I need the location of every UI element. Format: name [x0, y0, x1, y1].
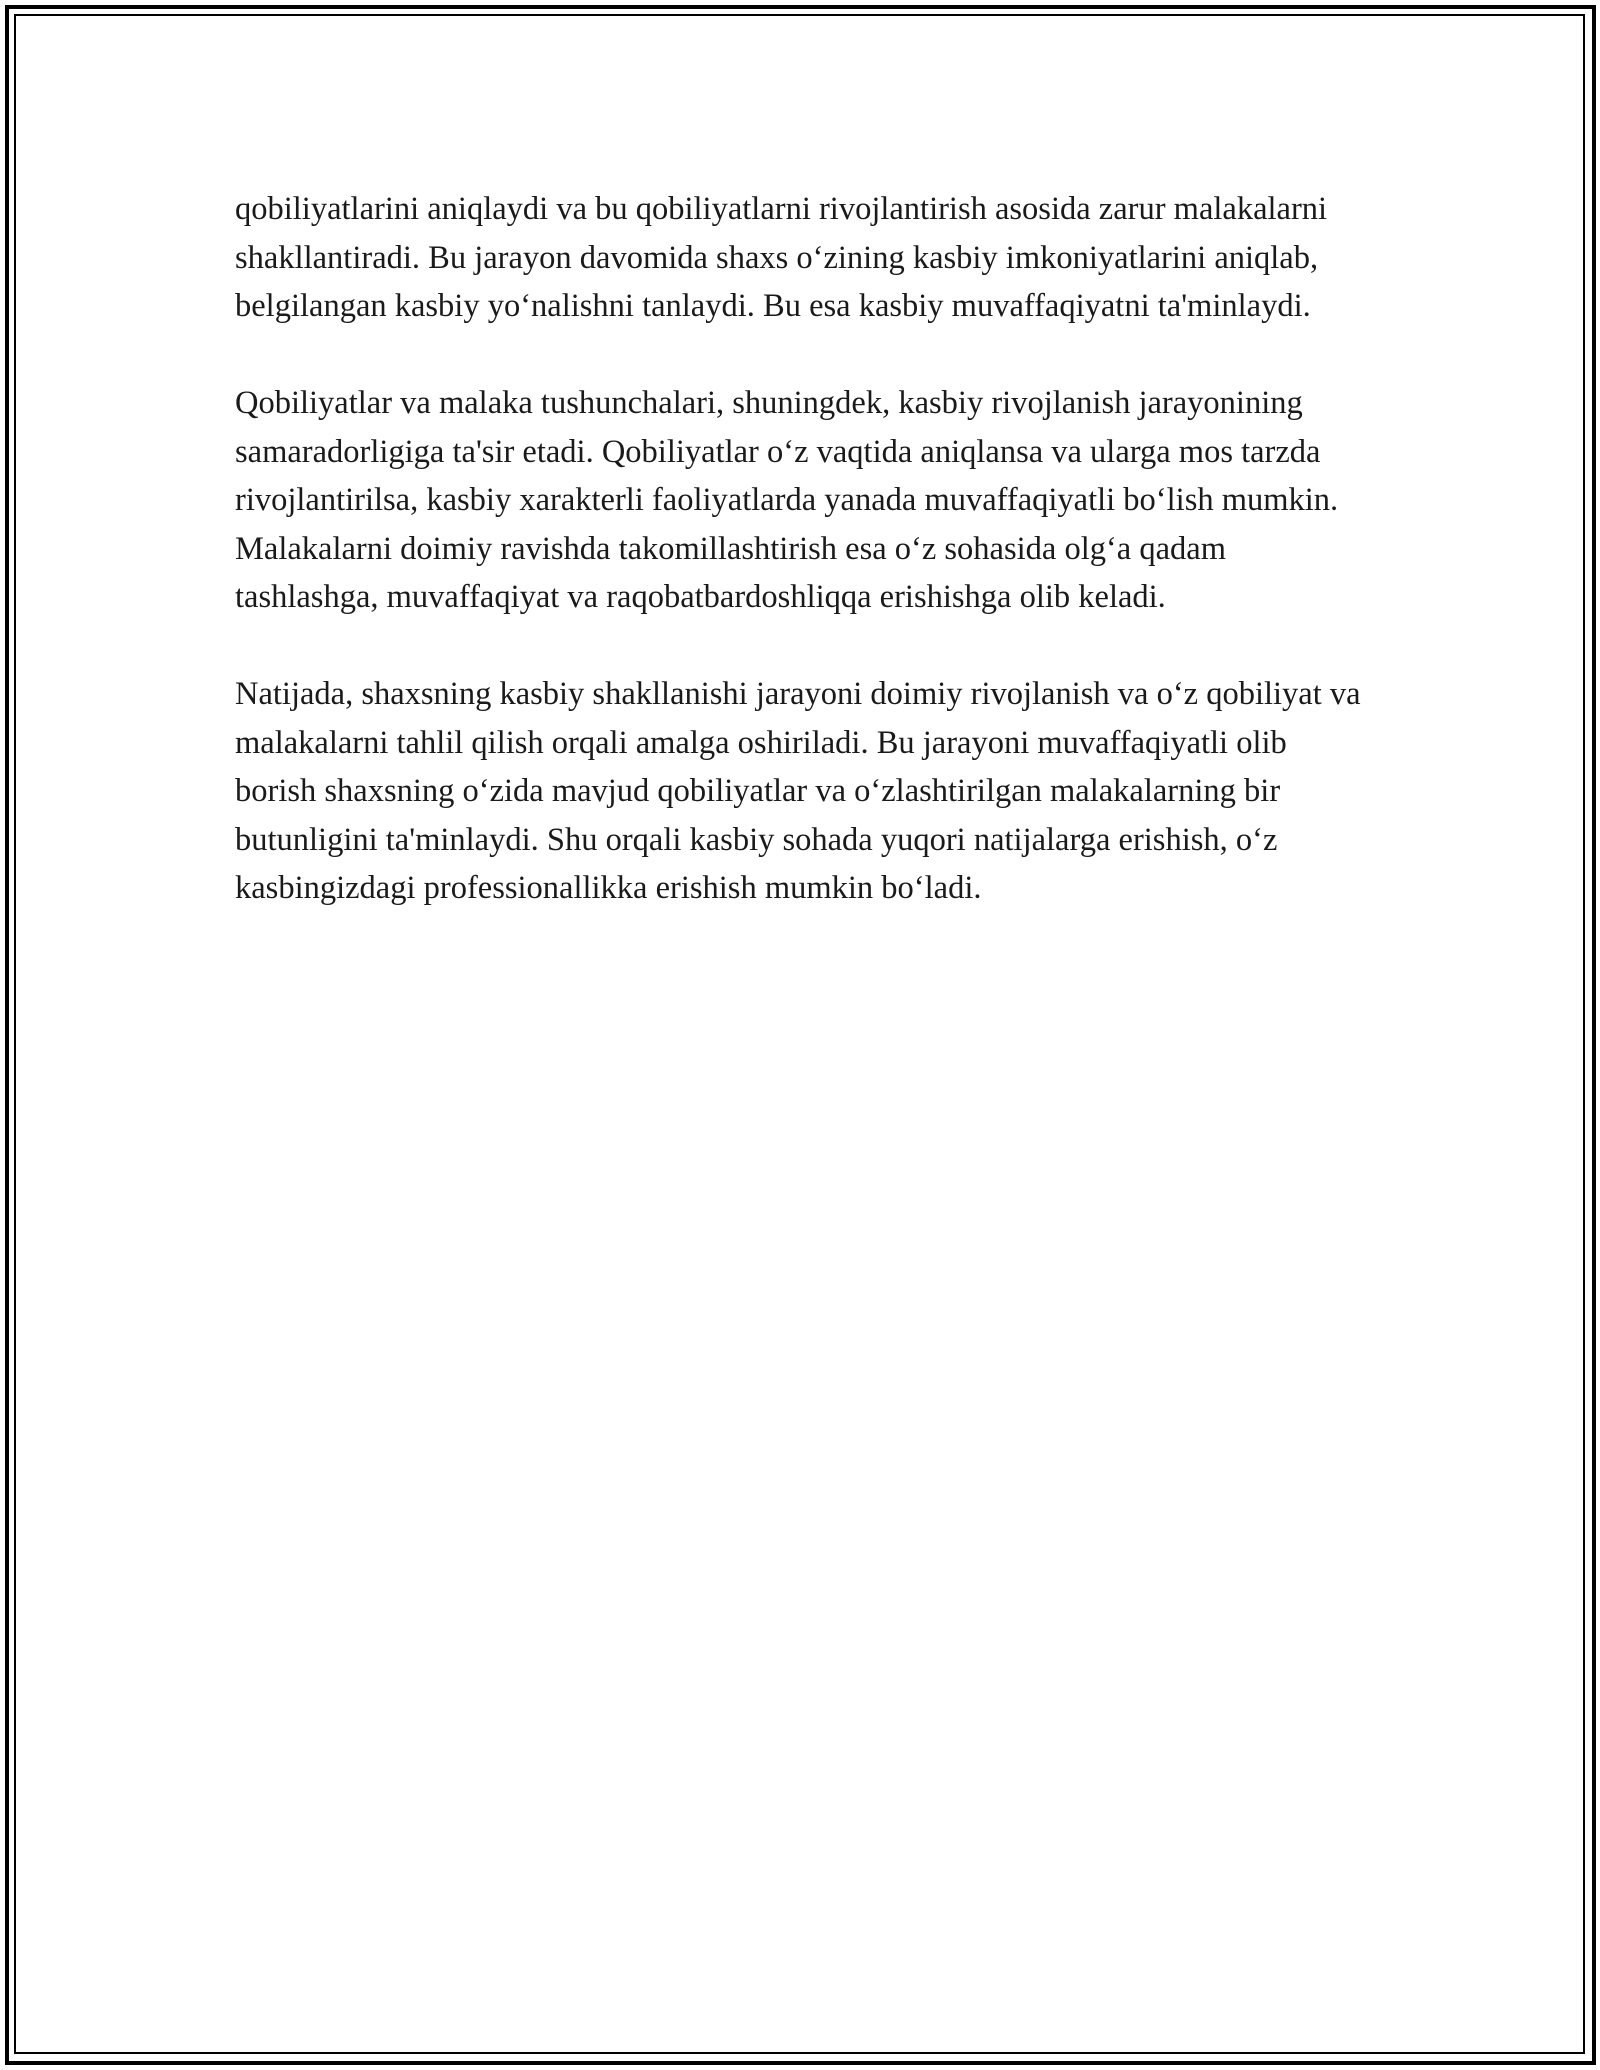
paragraph-1: qobiliyatlarini aniqlaydi va bu qobiliyatlarni rivojlantirish asosida zarur malakalarni shakllantiradi. Bu jarayon davomida shaxs o‘zining kasbiy imkoniyatlarini aniqlab, belgilangan kasbiy yo‘nalishni tanlaydi. Bu esa kasbiy muvaffaqiyatni ta'minlaydi.: [235, 191, 1328, 324]
paragraph-3: Natijada, shaxsning kasbiy shakllanishi jarayoni doimiy rivojlanish va o‘z qobiliyat va malakalarni tahlil qilish orqali amalga oshiriladi. Bu jarayoni muvaffaqiyatli olib borish shaxsning o‘zida mavjud qobiliyatlar va o‘zlashtirilgan malakalarning bir butunligini ta'minlaydi. Shu orqali kasbiy sohada yuqori natijalarga erishish, o‘z kasbingizdagi professionallikka erishish mumkin bo‘ladi.: [235, 676, 1361, 906]
paragraph-2: Qobiliyatlar va malaka tushunchalari, shuningdek, kasbiy rivojlanish jarayonining samaradorligiga ta'sir etadi. Qobiliyatlar o‘z vaqtida aniqlansa va ularga mos tarzda rivojlantirilsa, kasbiy xarakterli faoliyatlarda yanada muvaffaqiyatli bo‘lish mumkin. Malakalarni doimiy ravishda takomillashtirish esa o‘z sohasida olg‘a qadam tashlashga, muvaffaqiyat va raqobatbardoshliqqa erishishga olib keladi.: [235, 385, 1339, 615]
document-body: [235, 185, 1365, 961]
